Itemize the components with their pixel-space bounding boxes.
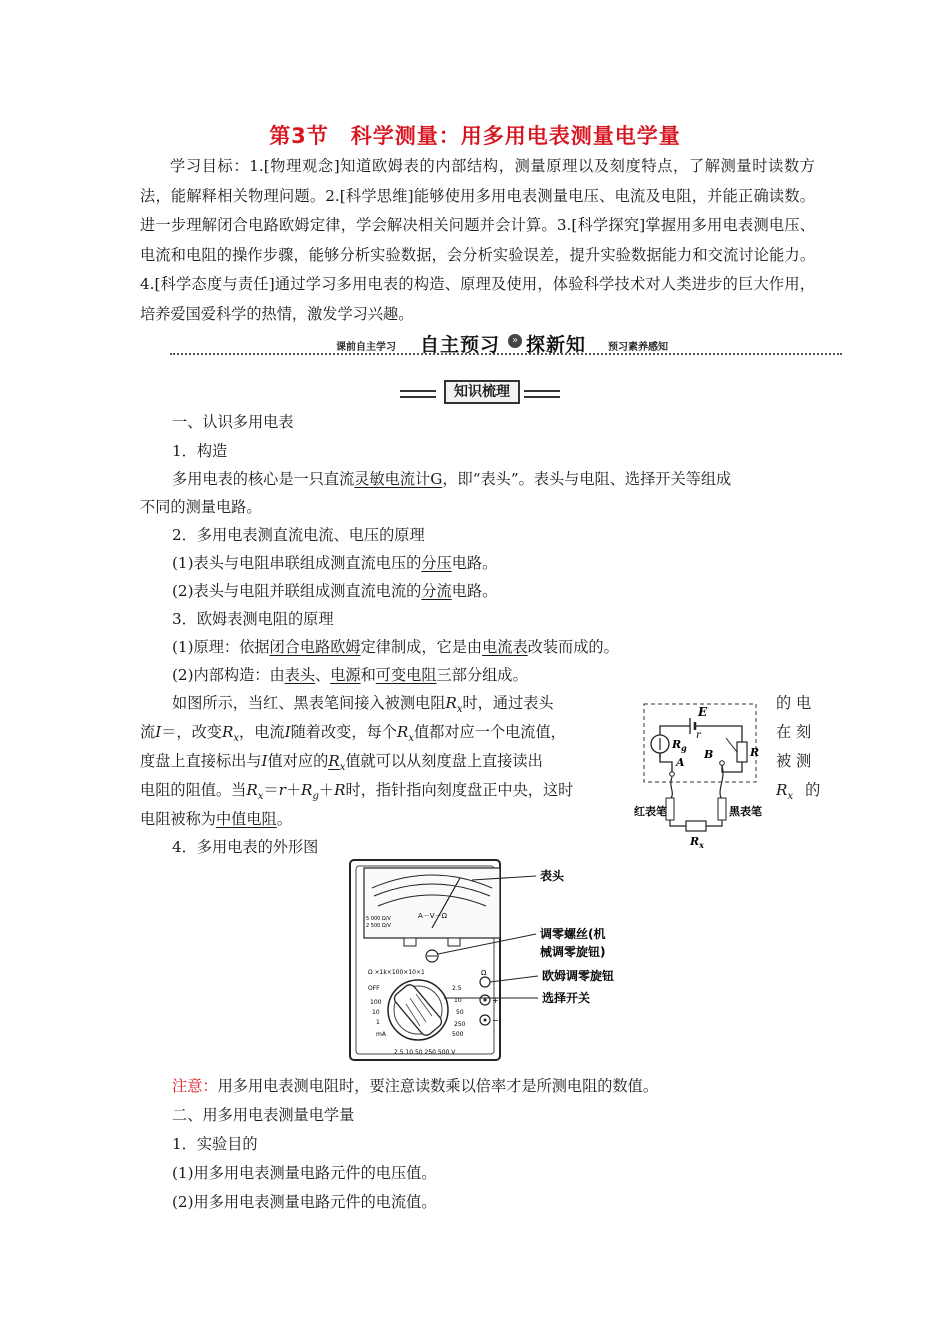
- label-ohm-zero-knob: 欧姆调零旋钮: [542, 969, 615, 983]
- purpose-line-2: (2)用多用电表测量电路元件的电流值。: [172, 1193, 437, 1211]
- ma-100: 100: [370, 999, 382, 1006]
- terminal-a: [670, 772, 675, 777]
- subheading-ohmmeter: 3．欧姆表测电阻的原理: [172, 610, 334, 628]
- ma-label: mA: [376, 1031, 386, 1038]
- figure-text-line-4: 电阻的阻值。当$R_x=r+R_g+R$时，指针指向刻度盘正中央，这时: [140, 781, 574, 803]
- heading-bar-left: [400, 390, 436, 398]
- circuit-wire-top: [695, 726, 742, 742]
- v-500: 500: [452, 1031, 464, 1038]
- banner-arrow-icon: »: [508, 334, 522, 348]
- ohm-zero-knob-icon[interactable]: [480, 977, 490, 987]
- section-1-heading: 一、认识多用电表: [172, 413, 294, 431]
- label-zero-screw-2: 械调零旋钮): [540, 945, 606, 959]
- line-ohm-principle: (1)原理：依据闭合电路欧姆定律制成，它是由电流表改装而成的。: [172, 638, 619, 656]
- subheading-meter-appearance: 4．多用电表的外形图: [172, 838, 319, 856]
- figure-text-line-3-right: 被 测: [776, 752, 812, 770]
- banner-left-label: 课前自主学习: [336, 342, 396, 353]
- rx-wire-left: [670, 820, 686, 826]
- rx-resistor: [686, 821, 706, 831]
- subheading-structure: 1．构造: [172, 442, 228, 460]
- purpose-line-1: (1)用多用电表测量电路元件的电压值。: [172, 1164, 437, 1182]
- black-probe: [718, 798, 726, 820]
- note-line: 注意：用多用电表测电阻时，要注意读数乘以倍率才是所测电阻的数值。: [172, 1077, 658, 1095]
- plus-label: +: [492, 996, 499, 1005]
- figure-text-line-1-right: 的 电: [776, 694, 812, 712]
- off-label: OFF: [368, 985, 380, 992]
- terminal-b: [720, 761, 725, 766]
- circuit-wire-bottom-left: [660, 753, 672, 772]
- label-a: A: [676, 756, 685, 769]
- line-series-voltage: (1)表头与电阻串联组成测直流电压的分压电路。: [172, 554, 498, 572]
- ohm-range-label: Ω ×1k×100×10×1: [368, 969, 425, 976]
- multimeter-illustration: [348, 858, 648, 1064]
- minus-label: −: [492, 1016, 499, 1025]
- bottom-v-scale: 2.5 10 50 250 500 V: [394, 1049, 456, 1056]
- resistor-slider: [726, 738, 737, 752]
- v-10: 10: [454, 997, 462, 1004]
- ma-10: 10: [372, 1009, 380, 1016]
- label-b: B: [704, 748, 714, 761]
- heading-bar-right: [524, 390, 560, 398]
- meter-slot-right: [448, 938, 460, 946]
- paragraph-structure-1: 多用电表的核心是一只直流灵敏电流计G，即“表头”。表头与电阻、选择开关等组成: [172, 470, 732, 488]
- dial-sensitivity-2: 2 500 Ω/V: [366, 923, 391, 929]
- label-r: R: [750, 746, 760, 759]
- label-meter-head: 表头: [540, 869, 565, 883]
- ma-1: 1: [376, 1019, 380, 1026]
- label-r-internal: r: [696, 730, 701, 741]
- ohm-knob-symbol: Ω: [481, 969, 487, 977]
- figure-text-line-1: 如图所示，当红、黑表笔间接入被测电阻$R_x$时，通过表头: [172, 694, 554, 716]
- red-probe: [666, 798, 674, 820]
- label-black-probe: 黑表笔: [729, 805, 762, 818]
- negative-jack-center: [484, 1019, 487, 1022]
- figure-text-line-4-right: $R_x$ 的: [776, 781, 821, 803]
- section-heading: [400, 380, 560, 402]
- subheading-dc-principle: 2．多用电表测直流电流、电压的原理: [172, 526, 425, 544]
- label-rg: $R_g$: [672, 738, 687, 753]
- figure-text-line-3: 度盘上直接标出与I值对应的$R_x$值就可以从刻度盘上直接读出: [140, 752, 543, 774]
- label-selector-switch: 选择开关: [542, 991, 591, 1005]
- circuit-wire-right: [722, 762, 742, 772]
- banner-title-1: 自主预习: [420, 334, 501, 356]
- line-ohm-structure: (2)内部构造：由表头、电源和可变电阻三部分组成。: [172, 666, 528, 684]
- learning-objectives: 学习目标：1.[物理观念]知道欧姆表的内部结构，测量原理以及刻度特点，了解测量时读数方法，能解释相关物理问题。2.[科学思维]能够使用多用电表测量电压、电流及电阻，并能正确读数。进一步理解闭合电路欧姆定律，学会解决相关问题并会计算。3.[科学探究]掌握用多用电表测电压、电流和电阻的操作步骤，能够分析实验数据，会分析实验误差，提升实验数据能力和交流讨论能力。4.[科学态度与责任]通过学习多用电表的构造、原理及使用，体验科学技术对人类进步的巨大作用，培养爱国爱科学的热情，激发学习兴趣。: [140, 157, 815, 323]
- section-banner: [170, 330, 850, 360]
- dial-sensitivity-1: 5 000 Ω/V: [366, 916, 391, 922]
- positive-jack-center: [484, 999, 487, 1002]
- subheading-purpose: 1．实验目的: [172, 1135, 258, 1153]
- figure-text-line-2: 流I＝，改变$R_x$，电流I随着改变，每个$R_x$值都对应一个电流值，: [140, 723, 566, 745]
- meter-slot-left: [404, 938, 416, 946]
- label-red-probe: 红表笔: [634, 805, 667, 818]
- banner-right-label: 预习素养感知: [608, 342, 668, 353]
- v-2-5: 2.5: [452, 985, 462, 992]
- figure-text-line-5: 电阻被称为中值电阻。: [140, 810, 292, 828]
- page-title: 第3节 科学测量：用多用电表测量电学量: [269, 124, 681, 148]
- label-e: E: [698, 705, 708, 719]
- paragraph-structure-2: 不同的测量电路。: [140, 498, 262, 516]
- dial-unit-text: A－V－Ω: [418, 912, 447, 920]
- figure-text-line-2-right: 在 刻: [776, 723, 812, 741]
- rx-wire-right: [706, 820, 722, 826]
- label-rx: $R_x$: [690, 835, 704, 850]
- line-parallel-current: (2)表头与电阻并联组成测直流电流的分流电路。: [172, 582, 498, 600]
- banner-title-2: 探新知: [526, 334, 587, 356]
- ohmmeter-circuit-diagram: [630, 700, 770, 850]
- v-50: 50: [456, 1009, 464, 1016]
- label-zero-screw: 调零螺丝(机: [540, 927, 606, 941]
- v-250: 250: [454, 1021, 466, 1028]
- section-2-heading: 二、用多用电表测量电学量: [172, 1106, 355, 1124]
- note-label: 注意：: [172, 1077, 218, 1095]
- banner-divider: [170, 353, 842, 355]
- variable-resistor: [737, 742, 747, 762]
- section-heading-label: 知识梳理: [444, 380, 520, 404]
